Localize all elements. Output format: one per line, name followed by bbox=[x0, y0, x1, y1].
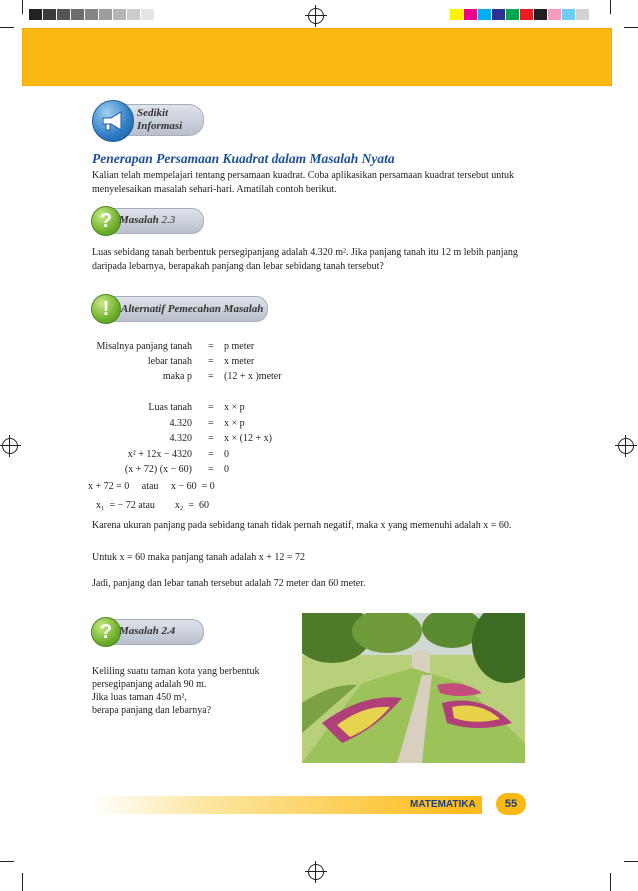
calibration-swatch bbox=[141, 9, 155, 20]
calibration-swatch bbox=[520, 9, 534, 20]
conclusion-negative: Karena ukuran panjang pada sebidang tanah tidak pernah negatif, maka x yang memenuhi adalah x = 60. bbox=[92, 520, 512, 531]
equation-operator: = bbox=[208, 402, 214, 413]
calibration-swatch bbox=[43, 9, 57, 20]
calibration-swatch bbox=[57, 9, 71, 20]
problem-number: 2.3 bbox=[161, 214, 176, 226]
registration-mark-icon bbox=[308, 864, 324, 880]
solution-label: Alternatif Pemecahan Masalah bbox=[121, 303, 264, 315]
calibration-swatch bbox=[127, 9, 141, 20]
conclusion-final: Jadi, panjang dan lebar tanah tersebut adalah 72 meter dan 60 meter. bbox=[92, 578, 366, 589]
equation-operator: = bbox=[208, 433, 214, 444]
info-label-line1: Sedikit bbox=[137, 107, 169, 119]
crop-mark bbox=[0, 27, 14, 28]
calibration-swatch bbox=[464, 9, 478, 20]
crop-mark bbox=[0, 861, 14, 862]
crop-mark bbox=[22, 0, 23, 14]
calibration-swatch bbox=[450, 9, 464, 20]
equation-lhs: 4.320 bbox=[169, 433, 192, 444]
section-heading: Penerapan Persamaan Kuadrat dalam Masalah Nyata bbox=[92, 151, 395, 166]
crop-mark bbox=[22, 873, 23, 891]
equation-rhs: (12 + x )meter bbox=[224, 371, 282, 382]
calibration-swatch bbox=[562, 9, 576, 20]
crop-mark bbox=[610, 873, 611, 891]
equation-operator: = bbox=[208, 449, 214, 460]
crop-mark bbox=[624, 27, 638, 28]
equation-lhs: maka p bbox=[162, 371, 192, 382]
equation-operator: = bbox=[208, 341, 214, 352]
footer-subject: MATEMATIKA bbox=[410, 799, 476, 810]
equation-lhs: Misalnya panjang tanah bbox=[96, 341, 192, 352]
intro-paragraph: Kalian telah mempelajari tentang persamaan kuadrat. Coba aplikasikan persamaan kuadrat tersebut untuk menyelesaikan masalah sehari-hari. Amatilah contoh berikut. bbox=[92, 170, 515, 195]
equation-lhs: (x + 72) (x − 60) bbox=[124, 464, 192, 475]
registration-mark-icon bbox=[2, 438, 18, 454]
problem-label bbox=[119, 214, 175, 226]
info-label-line2: Informasi bbox=[137, 120, 183, 132]
calibration-swatch bbox=[576, 9, 590, 20]
problem-24-line4: berapa panjang dan lebarnya? bbox=[92, 705, 212, 716]
problem-text: Luas sebidang tanah berbentuk persegipanjang adalah 4.320 m². Jika panjang tanah itu 12 m lebih panjang daripada lebarnya, berapakah panjang dan lebar sebidang tanah tersebut? bbox=[92, 247, 518, 272]
conclusion-length: Untuk x = 60 maka panjang tanah adalah x + 12 = 72 bbox=[92, 552, 305, 563]
factor-line: x + 72 = 0 atau x − 60 = 0 bbox=[88, 481, 215, 492]
equation-rhs: x × p bbox=[224, 402, 245, 413]
problem-24-line2: persegipanjang adalah 90 m. bbox=[92, 679, 207, 690]
calibration-swatch bbox=[548, 9, 562, 20]
equation-lhs: lebar tanah bbox=[147, 356, 192, 367]
calibration-swatch bbox=[478, 9, 492, 20]
problem-label-text: Masalah bbox=[119, 214, 159, 226]
equation-operator: = bbox=[208, 418, 214, 429]
equation-rhs: 0 bbox=[224, 464, 229, 475]
city-park-photo bbox=[302, 613, 525, 763]
calibration-swatch bbox=[29, 9, 43, 20]
calibration-swatch bbox=[492, 9, 506, 20]
equation-rhs: x meter bbox=[224, 356, 255, 367]
calibration-swatch bbox=[85, 9, 99, 20]
color-calibration-bar bbox=[450, 9, 590, 20]
megaphone-icon bbox=[92, 100, 134, 142]
equation-operator: = bbox=[208, 356, 214, 367]
equation-rhs: x × (12 + x) bbox=[224, 433, 272, 444]
page-number: 55 bbox=[496, 793, 526, 815]
calibration-swatch bbox=[71, 9, 85, 20]
registration-mark-icon bbox=[618, 438, 634, 454]
equation-operator: = bbox=[208, 464, 214, 475]
equation-lhs: 4.320 bbox=[169, 418, 192, 429]
problem-label: Masalah 2.4 bbox=[119, 625, 176, 637]
calibration-swatch bbox=[99, 9, 113, 20]
equation-operator: = bbox=[208, 371, 214, 382]
exclamation-icon: ! bbox=[91, 294, 121, 324]
problem-24-line3: Jika luas taman 450 m², bbox=[92, 692, 187, 703]
roots-line: x₁ = − 72 atau x₂ = 60 bbox=[96, 500, 210, 511]
calibration-swatch bbox=[155, 9, 169, 20]
equation-lhs: x² + 12x − 4320 bbox=[127, 449, 192, 460]
equation-rhs: 0 bbox=[224, 449, 229, 460]
equation-lhs: Luas tanah bbox=[148, 402, 192, 413]
question-icon: ? bbox=[91, 617, 121, 647]
calibration-swatch bbox=[506, 9, 520, 20]
calibration-swatch bbox=[113, 9, 127, 20]
problem-24-line1: Keliling suatu taman kota yang berbentuk bbox=[92, 666, 260, 677]
equation-rhs: p meter bbox=[224, 341, 255, 352]
grayscale-calibration-bar bbox=[29, 9, 169, 20]
equation-rhs: x × p bbox=[224, 418, 245, 429]
calibration-swatch bbox=[534, 9, 548, 20]
question-icon: ? bbox=[91, 206, 121, 236]
registration-mark-icon bbox=[308, 8, 324, 24]
header-band bbox=[22, 28, 612, 86]
crop-mark bbox=[610, 0, 611, 14]
crop-mark bbox=[624, 861, 638, 862]
